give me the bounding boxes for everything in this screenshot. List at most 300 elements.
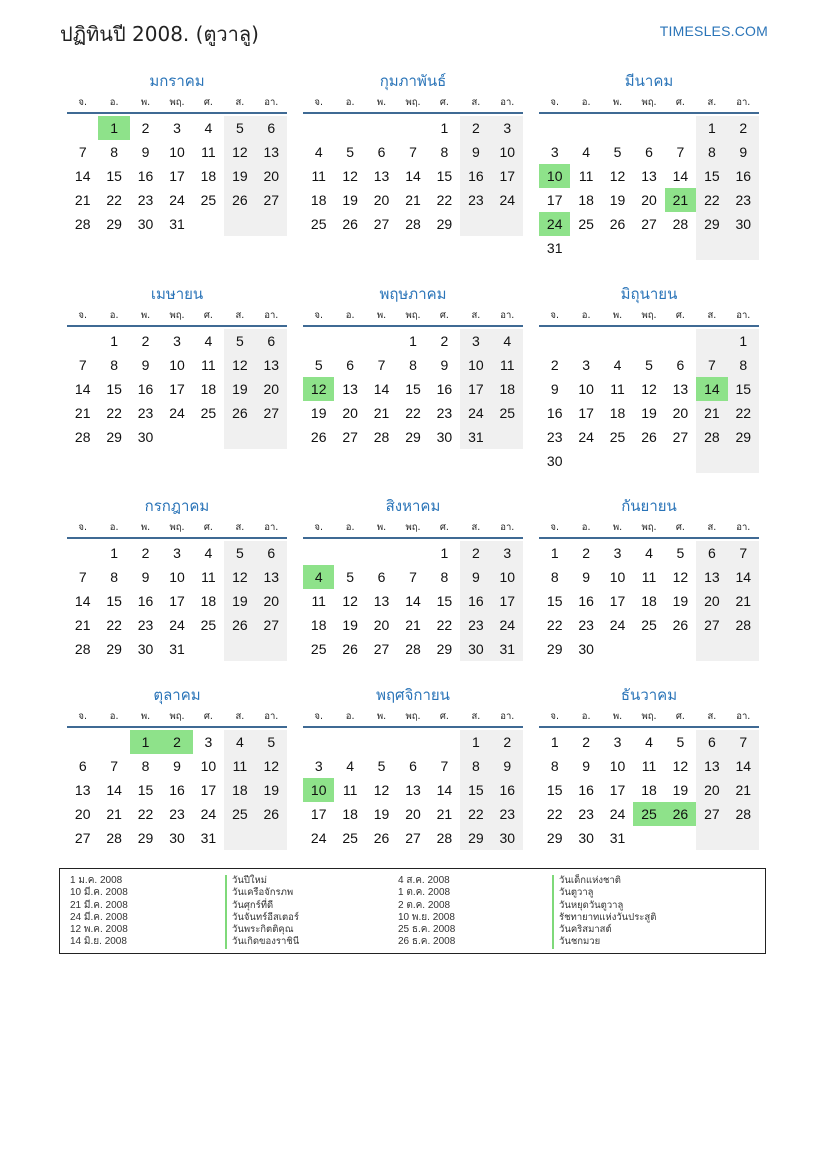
day-cell[interactable]: 9 xyxy=(173,758,181,774)
day-cell[interactable]: 3 xyxy=(173,333,181,349)
day-cell[interactable]: 20 xyxy=(373,192,390,208)
day-cell[interactable]: 10 xyxy=(609,758,626,774)
day-cell[interactable]: 13 xyxy=(256,353,287,377)
day-cell[interactable]: 18 xyxy=(578,192,594,208)
day-cell[interactable]: 1 xyxy=(696,116,727,140)
day-cell[interactable]: 11 xyxy=(578,168,594,184)
day-cell[interactable]: 5 xyxy=(224,329,255,353)
day-cell[interactable]: 29 xyxy=(106,429,122,445)
day-cell[interactable]: 8 xyxy=(550,569,559,585)
day-cell[interactable]: 15 xyxy=(436,168,453,184)
day-cell[interactable]: 6 xyxy=(256,329,287,353)
day-cell[interactable]: 6 xyxy=(676,357,685,373)
day-cell-holiday[interactable]: 12 xyxy=(303,377,334,401)
day-cell[interactable]: 21 xyxy=(436,806,453,822)
day-cell[interactable]: 17 xyxy=(609,782,626,798)
day-cell[interactable]: 10 xyxy=(200,758,217,774)
day-cell[interactable]: 5 xyxy=(314,357,323,373)
day-cell[interactable]: 26 xyxy=(224,188,255,212)
day-cell[interactable]: 3 xyxy=(550,144,559,160)
day-cell[interactable]: 21 xyxy=(696,401,727,425)
day-cell[interactable]: 30 xyxy=(546,453,563,469)
day-cell[interactable]: 10 xyxy=(492,565,523,589)
day-cell[interactable]: 3 xyxy=(204,734,213,750)
day-cell[interactable]: 7 xyxy=(409,569,417,585)
day-cell[interactable]: 11 xyxy=(492,353,523,377)
day-cell[interactable]: 21 xyxy=(106,806,122,822)
day-cell[interactable]: 3 xyxy=(492,541,523,565)
day-cell[interactable]: 16 xyxy=(137,168,154,184)
day-cell[interactable]: 12 xyxy=(373,782,390,798)
day-cell[interactable]: 21 xyxy=(728,778,759,802)
day-cell[interactable]: 26 xyxy=(342,641,358,657)
day-cell-holiday[interactable]: 24 xyxy=(539,212,570,236)
day-cell[interactable]: 13 xyxy=(672,381,689,397)
day-cell[interactable]: 7 xyxy=(78,569,87,585)
day-cell[interactable]: 15 xyxy=(460,778,491,802)
day-cell[interactable]: 31 xyxy=(200,830,217,846)
day-cell[interactable]: 2 xyxy=(728,116,759,140)
day-cell[interactable]: 23 xyxy=(546,429,563,445)
day-cell[interactable]: 13 xyxy=(373,168,390,184)
day-cell[interactable]: 6 xyxy=(409,758,417,774)
day-cell[interactable]: 31 xyxy=(492,637,523,661)
day-cell[interactable]: 18 xyxy=(200,381,217,397)
day-cell[interactable]: 6 xyxy=(256,116,287,140)
day-cell[interactable]: 5 xyxy=(676,545,685,561)
day-cell[interactable]: 21 xyxy=(405,192,421,208)
day-cell[interactable]: 9 xyxy=(460,565,491,589)
day-cell[interactable]: 26 xyxy=(224,613,255,637)
day-cell[interactable]: 7 xyxy=(110,758,119,774)
day-cell[interactable]: 20 xyxy=(405,806,421,822)
day-cell[interactable]: 18 xyxy=(641,782,657,798)
day-cell[interactable]: 25 xyxy=(578,216,594,232)
day-cell[interactable]: 11 xyxy=(201,357,216,373)
day-cell[interactable]: 9 xyxy=(141,357,150,373)
day-cell[interactable]: 14 xyxy=(373,381,390,397)
day-cell[interactable]: 12 xyxy=(641,381,657,397)
day-cell[interactable]: 12 xyxy=(224,140,255,164)
day-cell[interactable]: 16 xyxy=(492,778,523,802)
day-cell[interactable]: 19 xyxy=(672,593,689,609)
day-cell[interactable]: 3 xyxy=(613,545,622,561)
day-cell[interactable]: 9 xyxy=(582,569,591,585)
day-cell[interactable]: 13 xyxy=(256,140,287,164)
day-cell[interactable]: 12 xyxy=(672,569,689,585)
day-cell[interactable]: 7 xyxy=(676,144,685,160)
day-cell[interactable]: 8 xyxy=(550,758,559,774)
day-cell[interactable]: 4 xyxy=(346,758,355,774)
day-cell[interactable]: 27 xyxy=(373,641,390,657)
day-cell[interactable]: 25 xyxy=(200,405,217,421)
day-cell[interactable]: 24 xyxy=(200,806,217,822)
day-cell[interactable]: 16 xyxy=(546,405,563,421)
day-cell[interactable]: 2 xyxy=(141,333,150,349)
day-cell[interactable]: 8 xyxy=(696,140,727,164)
day-cell[interactable]: 27 xyxy=(256,613,287,637)
day-cell[interactable]: 17 xyxy=(546,192,563,208)
day-cell[interactable]: 25 xyxy=(200,192,217,208)
day-cell[interactable]: 22 xyxy=(436,617,453,633)
day-cell[interactable]: 19 xyxy=(342,617,358,633)
day-cell[interactable]: 14 xyxy=(106,782,122,798)
day-cell[interactable]: 14 xyxy=(672,168,689,184)
day-cell[interactable]: 9 xyxy=(492,754,523,778)
day-cell[interactable]: 27 xyxy=(256,188,287,212)
day-cell[interactable]: 12 xyxy=(224,353,255,377)
day-cell[interactable]: 17 xyxy=(492,589,523,613)
day-cell[interactable]: 2 xyxy=(460,541,491,565)
day-cell[interactable]: 25 xyxy=(200,617,217,633)
day-cell[interactable]: 27 xyxy=(74,830,91,846)
day-cell[interactable]: 29 xyxy=(728,425,759,449)
day-cell[interactable]: 8 xyxy=(409,357,417,373)
day-cell[interactable]: 24 xyxy=(609,617,626,633)
day-cell[interactable]: 3 xyxy=(582,357,591,373)
day-cell[interactable]: 12 xyxy=(342,168,358,184)
day-cell[interactable]: 3 xyxy=(173,545,181,561)
day-cell[interactable]: 1 xyxy=(110,333,119,349)
day-cell[interactable]: 13 xyxy=(74,782,91,798)
day-cell[interactable]: 7 xyxy=(440,758,449,774)
day-cell[interactable]: 2 xyxy=(550,357,559,373)
day-cell[interactable]: 27 xyxy=(342,429,358,445)
day-cell[interactable]: 23 xyxy=(137,617,154,633)
day-cell[interactable]: 6 xyxy=(696,730,727,754)
day-cell[interactable]: 21 xyxy=(373,405,390,421)
day-cell[interactable]: 3 xyxy=(492,116,523,140)
day-cell[interactable]: 11 xyxy=(311,593,326,609)
day-cell[interactable]: 7 xyxy=(78,144,87,160)
day-cell[interactable]: 17 xyxy=(200,782,217,798)
day-cell[interactable]: 4 xyxy=(492,329,523,353)
day-cell[interactable]: 15 xyxy=(137,782,154,798)
day-cell[interactable]: 23 xyxy=(137,405,154,421)
day-cell[interactable]: 18 xyxy=(200,593,217,609)
day-cell[interactable]: 30 xyxy=(137,216,154,232)
day-cell[interactable]: 8 xyxy=(110,569,119,585)
day-cell[interactable]: 2 xyxy=(440,333,449,349)
day-cell[interactable]: 25 xyxy=(310,216,327,232)
day-cell[interactable]: 4 xyxy=(645,734,653,750)
day-cell[interactable]: 20 xyxy=(256,164,287,188)
day-cell[interactable]: 26 xyxy=(256,802,287,826)
day-cell[interactable]: 3 xyxy=(460,329,491,353)
day-cell[interactable]: 17 xyxy=(460,377,491,401)
day-cell[interactable]: 2 xyxy=(492,730,523,754)
day-cell[interactable]: 25 xyxy=(310,641,327,657)
day-cell[interactable]: 24 xyxy=(609,806,626,822)
day-cell[interactable]: 4 xyxy=(224,730,255,754)
day-cell[interactable]: 1 xyxy=(550,545,559,561)
day-cell[interactable]: 14 xyxy=(728,754,759,778)
day-cell[interactable]: 16 xyxy=(169,782,185,798)
day-cell[interactable]: 28 xyxy=(74,429,91,445)
day-cell[interactable]: 11 xyxy=(224,754,255,778)
day-cell[interactable]: 21 xyxy=(74,405,91,421)
day-cell[interactable]: 8 xyxy=(440,569,449,585)
day-cell[interactable]: 20 xyxy=(256,589,287,613)
day-cell[interactable]: 28 xyxy=(728,613,759,637)
day-cell[interactable]: 11 xyxy=(201,144,216,160)
day-cell[interactable]: 24 xyxy=(460,401,491,425)
day-cell[interactable]: 16 xyxy=(578,593,594,609)
site-link[interactable]: TIMESLES.COM xyxy=(659,23,768,39)
day-cell[interactable]: 4 xyxy=(645,545,653,561)
day-cell[interactable]: 28 xyxy=(405,641,421,657)
day-cell[interactable]: 12 xyxy=(609,168,626,184)
day-cell[interactable]: 6 xyxy=(696,541,727,565)
day-cell[interactable]: 22 xyxy=(546,806,563,822)
day-cell[interactable]: 6 xyxy=(346,357,355,373)
day-cell[interactable]: 8 xyxy=(110,144,119,160)
day-cell-holiday[interactable]: 26 xyxy=(665,802,696,826)
day-cell[interactable]: 13 xyxy=(373,593,390,609)
day-cell[interactable]: 25 xyxy=(609,429,626,445)
day-cell[interactable]: 20 xyxy=(256,377,287,401)
day-cell[interactable]: 9 xyxy=(141,569,150,585)
day-cell[interactable]: 23 xyxy=(137,192,154,208)
day-cell[interactable]: 15 xyxy=(106,168,122,184)
day-cell[interactable]: 12 xyxy=(672,758,689,774)
day-cell[interactable]: 24 xyxy=(169,617,185,633)
day-cell[interactable]: 18 xyxy=(200,168,217,184)
day-cell[interactable]: 5 xyxy=(256,730,287,754)
day-cell[interactable]: 14 xyxy=(74,168,91,184)
day-cell[interactable]: 10 xyxy=(169,144,185,160)
day-cell[interactable]: 11 xyxy=(641,569,657,585)
day-cell[interactable]: 31 xyxy=(169,641,185,657)
day-cell[interactable]: 27 xyxy=(672,429,689,445)
day-cell[interactable]: 29 xyxy=(460,826,491,850)
day-cell[interactable]: 8 xyxy=(728,353,759,377)
day-cell[interactable]: 30 xyxy=(492,826,523,850)
day-cell[interactable]: 15 xyxy=(405,381,421,397)
day-cell[interactable]: 28 xyxy=(106,830,122,846)
day-cell[interactable]: 31 xyxy=(169,216,185,232)
day-cell[interactable]: 2 xyxy=(141,120,150,136)
day-cell[interactable]: 16 xyxy=(460,589,491,613)
day-cell[interactable]: 4 xyxy=(314,144,323,160)
day-cell[interactable]: 2 xyxy=(460,116,491,140)
day-cell[interactable]: 5 xyxy=(613,144,622,160)
day-cell[interactable]: 19 xyxy=(310,405,327,421)
day-cell[interactable]: 7 xyxy=(728,541,759,565)
day-cell[interactable]: 13 xyxy=(342,381,358,397)
day-cell[interactable]: 6 xyxy=(377,144,386,160)
day-cell[interactable]: 31 xyxy=(460,425,491,449)
day-cell[interactable]: 26 xyxy=(310,429,327,445)
day-cell[interactable]: 15 xyxy=(436,593,453,609)
day-cell[interactable]: 29 xyxy=(405,429,421,445)
day-cell[interactable]: 19 xyxy=(672,782,689,798)
day-cell[interactable]: 23 xyxy=(460,188,491,212)
day-cell[interactable]: 3 xyxy=(173,120,181,136)
day-cell[interactable]: 7 xyxy=(78,357,87,373)
day-cell[interactable]: 27 xyxy=(696,613,727,637)
day-cell[interactable]: 28 xyxy=(373,429,390,445)
day-cell[interactable]: 17 xyxy=(169,593,185,609)
day-cell[interactable]: 15 xyxy=(728,377,759,401)
day-cell[interactable]: 30 xyxy=(728,212,759,236)
day-cell[interactable]: 19 xyxy=(641,405,657,421)
day-cell[interactable]: 18 xyxy=(641,593,657,609)
day-cell[interactable]: 5 xyxy=(224,541,255,565)
day-cell[interactable]: 13 xyxy=(405,782,421,798)
day-cell[interactable]: 13 xyxy=(696,754,727,778)
day-cell[interactable]: 9 xyxy=(582,758,591,774)
day-cell[interactable]: 21 xyxy=(405,617,421,633)
day-cell-holiday[interactable]: 1 xyxy=(130,730,161,754)
day-cell[interactable]: 18 xyxy=(609,405,626,421)
day-cell[interactable]: 31 xyxy=(609,830,626,846)
day-cell[interactable]: 24 xyxy=(578,429,594,445)
day-cell[interactable]: 13 xyxy=(641,168,657,184)
day-cell[interactable]: 23 xyxy=(460,613,491,637)
day-cell[interactable]: 22 xyxy=(436,192,453,208)
day-cell[interactable]: 12 xyxy=(224,565,255,589)
day-cell[interactable]: 28 xyxy=(696,425,727,449)
day-cell[interactable]: 30 xyxy=(578,830,594,846)
day-cell[interactable]: 30 xyxy=(137,641,154,657)
day-cell[interactable]: 4 xyxy=(204,545,213,561)
day-cell[interactable]: 8 xyxy=(440,144,449,160)
day-cell[interactable]: 10 xyxy=(578,381,594,397)
day-cell[interactable]: 17 xyxy=(578,405,594,421)
day-cell[interactable]: 29 xyxy=(546,641,563,657)
day-cell[interactable]: 29 xyxy=(106,641,122,657)
day-cell[interactable]: 6 xyxy=(256,541,287,565)
day-cell[interactable]: 1 xyxy=(728,329,759,353)
day-cell[interactable]: 29 xyxy=(696,212,727,236)
day-cell[interactable]: 9 xyxy=(440,357,449,373)
day-cell[interactable]: 23 xyxy=(436,405,453,421)
day-cell[interactable]: 13 xyxy=(696,565,727,589)
day-cell[interactable]: 23 xyxy=(578,806,594,822)
day-cell[interactable]: 5 xyxy=(346,569,355,585)
day-cell[interactable]: 26 xyxy=(224,401,255,425)
day-cell[interactable]: 5 xyxy=(645,357,653,373)
day-cell[interactable]: 14 xyxy=(74,593,91,609)
day-cell[interactable]: 26 xyxy=(672,617,689,633)
day-cell[interactable]: 23 xyxy=(728,188,759,212)
day-cell-holiday[interactable]: 1 xyxy=(98,116,129,140)
day-cell[interactable]: 17 xyxy=(492,164,523,188)
day-cell[interactable]: 8 xyxy=(110,357,119,373)
day-cell[interactable]: 22 xyxy=(460,802,491,826)
day-cell[interactable]: 30 xyxy=(436,429,453,445)
day-cell[interactable]: 14 xyxy=(728,565,759,589)
day-cell[interactable]: 19 xyxy=(224,164,255,188)
day-cell-holiday[interactable]: 21 xyxy=(665,188,696,212)
day-cell[interactable]: 29 xyxy=(436,641,453,657)
day-cell[interactable]: 10 xyxy=(460,353,491,377)
day-cell[interactable]: 16 xyxy=(728,164,759,188)
day-cell[interactable]: 29 xyxy=(106,216,122,232)
day-cell[interactable]: 18 xyxy=(342,806,358,822)
day-cell[interactable]: 3 xyxy=(314,758,323,774)
day-cell[interactable]: 22 xyxy=(106,405,122,421)
day-cell-holiday[interactable]: 25 xyxy=(633,802,664,826)
day-cell[interactable]: 28 xyxy=(74,641,91,657)
day-cell[interactable]: 11 xyxy=(610,381,625,397)
day-cell[interactable]: 27 xyxy=(696,802,727,826)
day-cell[interactable]: 6 xyxy=(78,758,87,774)
day-cell[interactable]: 14 xyxy=(74,381,91,397)
day-cell[interactable]: 26 xyxy=(609,216,626,232)
day-cell[interactable]: 10 xyxy=(169,569,185,585)
day-cell[interactable]: 15 xyxy=(546,593,563,609)
day-cell[interactable]: 27 xyxy=(641,216,657,232)
day-cell[interactable]: 20 xyxy=(696,778,727,802)
day-cell[interactable]: 1 xyxy=(440,120,449,136)
day-cell[interactable]: 30 xyxy=(460,637,491,661)
day-cell[interactable]: 2 xyxy=(582,545,591,561)
day-cell[interactable]: 22 xyxy=(546,617,563,633)
day-cell[interactable]: 24 xyxy=(492,613,523,637)
day-cell[interactable]: 7 xyxy=(696,353,727,377)
day-cell[interactable]: 11 xyxy=(641,758,657,774)
day-cell[interactable]: 24 xyxy=(169,405,185,421)
day-cell[interactable]: 24 xyxy=(310,830,327,846)
day-cell[interactable]: 5 xyxy=(224,116,255,140)
day-cell[interactable]: 9 xyxy=(460,140,491,164)
day-cell[interactable]: 4 xyxy=(204,120,213,136)
day-cell[interactable]: 4 xyxy=(204,333,213,349)
day-cell[interactable]: 28 xyxy=(672,216,689,232)
day-cell[interactable]: 16 xyxy=(137,593,154,609)
day-cell[interactable]: 15 xyxy=(546,782,563,798)
day-cell[interactable]: 1 xyxy=(550,734,559,750)
day-cell[interactable]: 2 xyxy=(141,545,150,561)
day-cell-holiday[interactable]: 2 xyxy=(161,730,192,754)
day-cell[interactable]: 14 xyxy=(405,593,421,609)
day-cell[interactable]: 15 xyxy=(106,593,122,609)
day-cell[interactable]: 31 xyxy=(546,240,563,256)
day-cell[interactable]: 29 xyxy=(436,216,453,232)
day-cell[interactable]: 2 xyxy=(582,734,591,750)
day-cell[interactable]: 25 xyxy=(641,617,657,633)
day-cell[interactable]: 3 xyxy=(613,734,622,750)
day-cell[interactable]: 28 xyxy=(74,216,91,232)
day-cell[interactable]: 13 xyxy=(256,565,287,589)
day-cell[interactable]: 8 xyxy=(460,754,491,778)
day-cell[interactable]: 25 xyxy=(492,401,523,425)
day-cell[interactable]: 29 xyxy=(137,830,154,846)
day-cell[interactable]: 7 xyxy=(377,357,386,373)
day-cell[interactable]: 17 xyxy=(609,593,626,609)
day-cell[interactable]: 23 xyxy=(578,617,594,633)
day-cell[interactable]: 5 xyxy=(676,734,685,750)
day-cell[interactable]: 19 xyxy=(609,192,626,208)
day-cell[interactable]: 7 xyxy=(728,730,759,754)
day-cell[interactable]: 22 xyxy=(106,617,122,633)
day-cell[interactable]: 10 xyxy=(609,569,626,585)
day-cell[interactable]: 9 xyxy=(728,140,759,164)
day-cell[interactable]: 21 xyxy=(74,192,91,208)
day-cell[interactable]: 4 xyxy=(582,144,591,160)
day-cell[interactable]: 17 xyxy=(169,168,185,184)
day-cell[interactable]: 24 xyxy=(492,188,523,212)
day-cell[interactable]: 29 xyxy=(546,830,563,846)
day-cell[interactable]: 11 xyxy=(342,782,358,798)
day-cell[interactable]: 4 xyxy=(613,357,622,373)
day-cell[interactable]: 22 xyxy=(137,806,154,822)
day-cell[interactable]: 30 xyxy=(578,641,594,657)
day-cell[interactable]: 26 xyxy=(342,216,358,232)
day-cell[interactable]: 5 xyxy=(377,758,386,774)
